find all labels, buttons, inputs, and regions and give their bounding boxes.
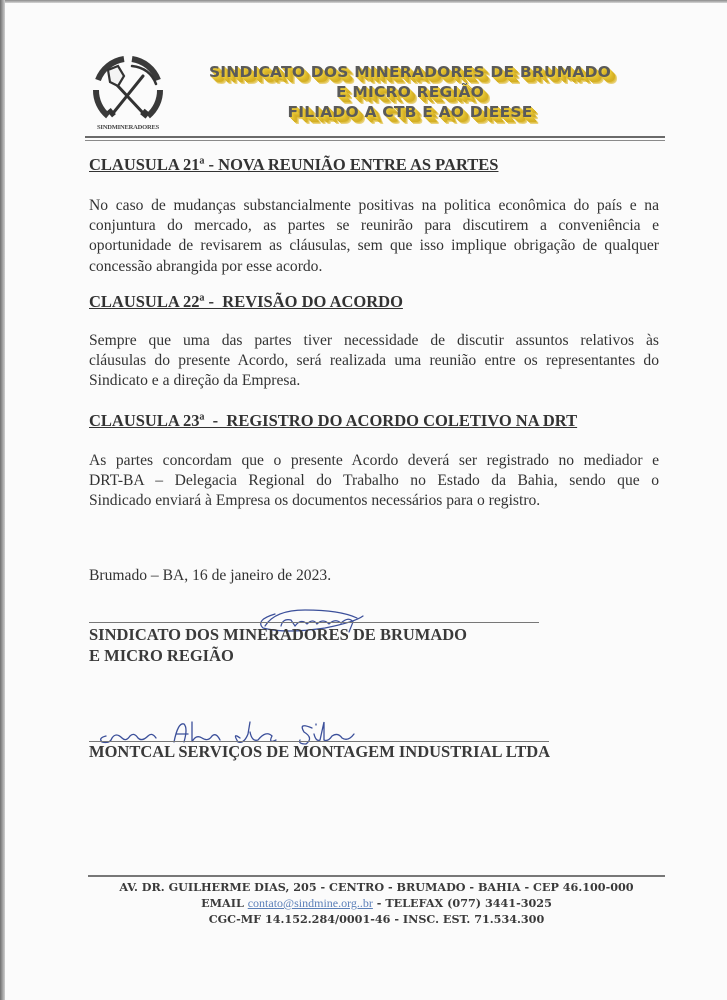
footer-address: AV. DR. GUILHERME DIAS, 205 - CENTRO - BRUMADO - BAHIA - CEP 46.100-000 (119, 880, 634, 894)
footer-email-label: EMAIL (201, 896, 244, 910)
clause-line: oportunidade de revisarem as cláusulas, sem que isso implique obrigação de qualquer (89, 237, 659, 255)
letterhead-divider-thin (85, 140, 665, 141)
clause-body (89, 451, 659, 512)
clause-line: conjuntura do mercado, as partes se reunirão para discutirem a conveniência e (89, 217, 659, 235)
clause-body (89, 196, 659, 277)
letterhead-divider (85, 136, 665, 138)
clause-line: DRT-BA – Delegacia Regional do Trabalho no Estado da Bahia, sendo que o (89, 472, 659, 490)
letterhead-title-line-2: E MICRO REGIÃO (335, 83, 485, 101)
clause-title: CLAUSULA 22ª - REVISÃO DO ACORDO (89, 292, 403, 311)
scan-edge-left (0, 0, 5, 1000)
clause-line: cláusulas do presente Acordo, será realizada uma reunião entre os representantes do (89, 352, 659, 370)
signatory-org-line-2: E MICRO REGIÃO (89, 646, 234, 665)
signatory-org-line-1: MONTCAL SERVIÇOS DE MONTAGEM INDUSTRIAL LTDA (89, 742, 551, 761)
clause-line: Sempre que uma das partes tiver necessidade de discutir assuntos relativos às (89, 332, 659, 349)
clause-body (89, 331, 659, 392)
clause-line: Sindicato e a direção da Empresa. (89, 372, 301, 390)
letterhead-title-line-3: FILIADO A CTB E AO DIEESE (287, 103, 533, 121)
scan-edge-top (0, 0, 727, 3)
footer-email-link[interactable]: contato@sindmine.org..br (247, 896, 373, 910)
clause-title: CLAUSULA 23ª - REGISTRO DO ACORDO COLETIVO NA DRT (89, 411, 578, 430)
union-logo-icon (86, 50, 170, 134)
footer-contact (88, 896, 665, 911)
signatory-org-line-1: SINDICATO DOS MINERADORES DE BRUMADO (89, 625, 468, 644)
clause-line: As partes concordam que o presente Acordo deverá ser registrado no mediador e (89, 452, 659, 469)
place-date: Brumado – BA, 16 de janeiro de 2023. (89, 567, 332, 584)
footer-divider (88, 875, 665, 877)
clause-line: Sindicado enviará à Empresa os documentos necessários para o registro. (89, 492, 541, 510)
footer-telefax: - TELEFAX (077) 3441-3025 (376, 896, 552, 910)
clause-title: CLAUSULA 21ª - NOVA REUNIÃO ENTRE AS PARTES (89, 155, 499, 174)
footer-registry: CGC-MF 14.152.284/0001-46 - INSC. EST. 71.534.300 (208, 912, 545, 926)
letterhead-title-line-1: SINDICATO DOS MINERADORES DE BRUMADO (208, 63, 612, 81)
clause-line: concessão abrangida por esse acordo. (89, 257, 323, 275)
clause-line: No caso de mudanças substancialmente positivas na politica econômica do país e na (89, 197, 659, 214)
signature-line (89, 622, 539, 623)
logo-caption: SINDMINERADORES (96, 124, 159, 131)
